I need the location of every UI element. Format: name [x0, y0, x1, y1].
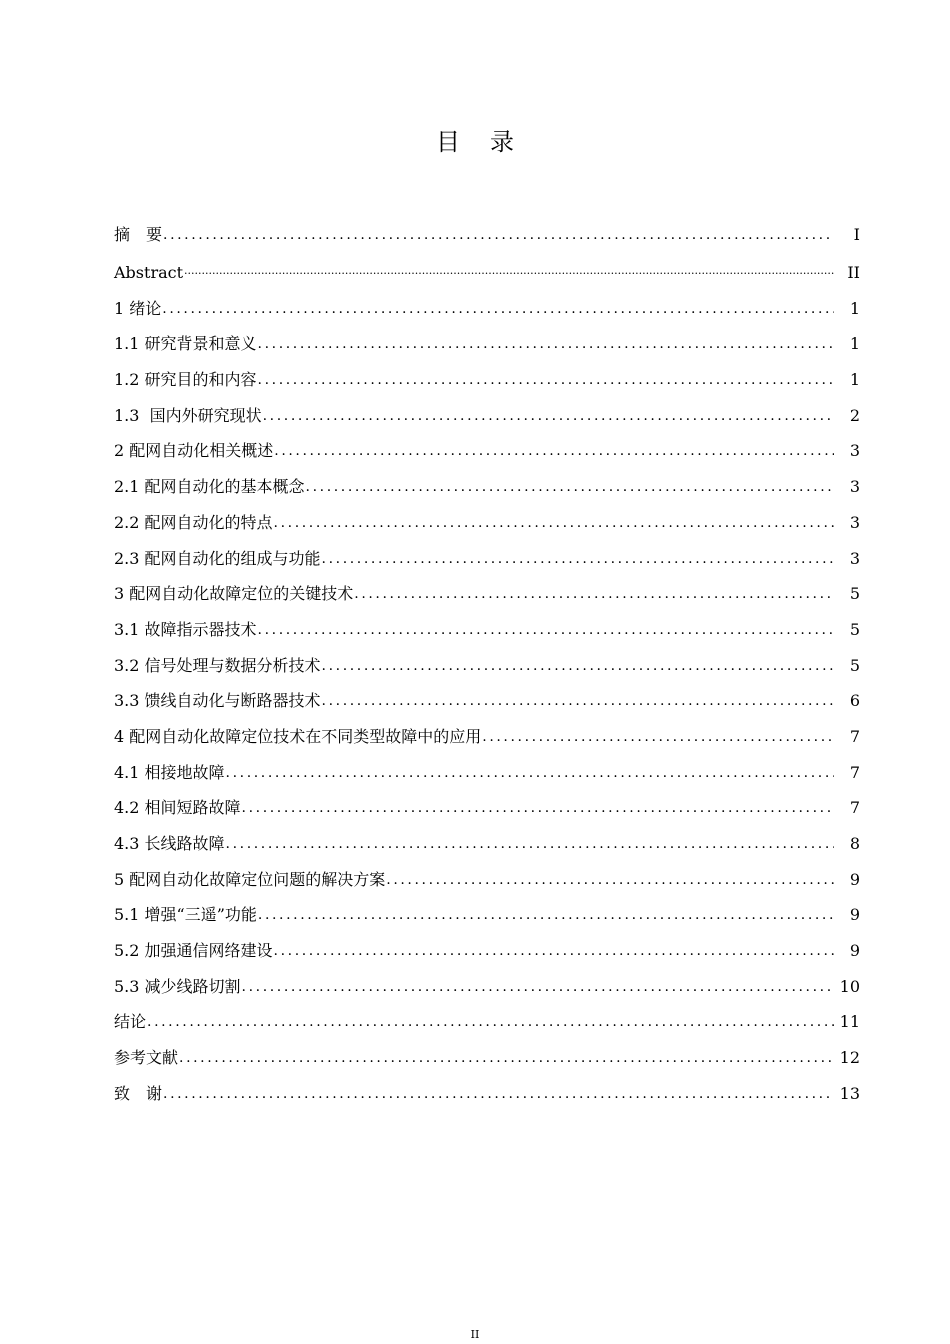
toc-entry[interactable]: [114, 569, 860, 605]
toc-entry-page: 5: [849, 655, 860, 675]
toc-entry[interactable]: [114, 604, 860, 640]
toc-entry-page: 9: [849, 941, 860, 961]
dot-leader: [274, 441, 834, 461]
toc-entry-label: 5.3 减少线路切割: [114, 976, 241, 996]
toc-entry-label: 1.1 研究背景和意义: [114, 334, 257, 354]
dot-leader: [322, 691, 834, 711]
toc-entry[interactable]: [114, 783, 860, 819]
dot-leader: [242, 798, 834, 818]
toc-entry-page: 1: [849, 298, 860, 318]
toc-entry-abstract-cn[interactable]: [114, 207, 860, 245]
dot-leader: [226, 763, 834, 783]
dot-leader: [482, 727, 834, 747]
dot-leader: [274, 941, 834, 961]
dot-leader: [147, 1012, 834, 1032]
toc-entry-label: 摘 要: [114, 225, 163, 244]
toc-entry-page: 3: [849, 441, 860, 461]
dot-leader: [163, 225, 834, 245]
dot-leader: [306, 477, 834, 497]
toc-entry-label: 5.1 增强“三遥”功能: [114, 905, 257, 925]
dot-leader: [322, 656, 834, 676]
table-of-contents: [114, 207, 860, 1104]
toc-entry-label: 3 配网自动化故障定位的关键技术: [114, 584, 354, 604]
toc-title-char-2: 录: [490, 128, 514, 156]
toc-entry[interactable]: [114, 676, 860, 712]
toc-entry-page: 13: [839, 1083, 860, 1103]
toc-entry-label: 3.2 信号处理与数据分析技术: [114, 655, 321, 675]
toc-entry-page: 12: [839, 1048, 860, 1068]
dot-leader: [258, 905, 834, 925]
toc-entry-page: II: [847, 263, 860, 282]
toc-entry-page: 9: [849, 869, 860, 889]
toc-entry[interactable]: [114, 854, 860, 890]
toc-entry-page: 1: [849, 370, 860, 390]
dot-leader: [386, 870, 834, 890]
toc-entry-page: 10: [839, 976, 860, 996]
page-number: II: [470, 1328, 480, 1341]
toc-entry[interactable]: [114, 640, 860, 676]
toc-entry-page: 7: [849, 798, 860, 818]
toc-entry-abstract-en[interactable]: [114, 245, 860, 283]
toc-title: [0, 122, 950, 157]
toc-title-char-1: 目: [436, 128, 460, 156]
toc-entry-label: 4.3 长线路故障: [114, 834, 225, 853]
toc-entry-label: 2 配网自动化相关概述: [114, 441, 274, 461]
dot-leader: [179, 1048, 834, 1068]
toc-entry[interactable]: [114, 747, 860, 783]
toc-entry-label: 2.3 配网自动化的组成与功能: [114, 548, 321, 568]
toc-entry[interactable]: [114, 961, 860, 997]
dot-leader: [274, 513, 834, 533]
toc-entry-label: 4.1 相接地故障: [114, 762, 225, 782]
toc-entry-label: 2.1 配网自动化的基本概念: [114, 477, 305, 497]
dot-leader: [263, 406, 834, 426]
toc-entry[interactable]: [114, 319, 860, 355]
toc-entry-label: 1 绪论: [114, 298, 162, 318]
dot-leader: [163, 1084, 834, 1104]
toc-entry[interactable]: [114, 390, 860, 426]
toc-entry-label: 结论: [114, 1012, 147, 1032]
toc-entry-page: 9: [849, 905, 860, 925]
dot-leader: [258, 620, 834, 640]
toc-entry-label: Abstract: [114, 263, 184, 282]
toc-entry-page: 3: [849, 477, 860, 497]
toc-entry-page: I: [853, 225, 860, 244]
dot-leader: [226, 834, 834, 854]
toc-entry-page: 3: [849, 512, 860, 532]
toc-entry-page: 6: [849, 691, 860, 711]
toc-entry[interactable]: [114, 497, 860, 533]
toc-entry-conclusion[interactable]: [114, 997, 860, 1033]
toc-entry[interactable]: [114, 890, 860, 926]
toc-entry-page: 11: [839, 1012, 860, 1032]
toc-entry-label: 2.2 配网自动化的特点: [114, 512, 273, 532]
toc-entry-label: 3.1 故障指示器技术: [114, 619, 257, 639]
toc-entry-label: 1.3 国内外研究现状: [114, 405, 262, 425]
toc-entry-page: 8: [849, 834, 860, 853]
toc-entry-page: 2: [849, 405, 860, 425]
toc-entry-label: 1.2 研究目的和内容: [114, 370, 257, 390]
toc-entry-label: 5.2 加强通信网络建设: [114, 941, 273, 961]
toc-entry-page: 1: [849, 334, 860, 354]
toc-entry-page: 5: [849, 619, 860, 639]
dot-leader: [258, 370, 834, 390]
dot-leader: [258, 334, 834, 354]
toc-entry-label: 5 配网自动化故障定位问题的解决方案: [114, 869, 386, 889]
dot-leader: [322, 549, 834, 569]
toc-entry[interactable]: [114, 354, 860, 390]
toc-entry-label: 参考文献: [114, 1048, 179, 1068]
toc-entry-label: 4.2 相间短路故障: [114, 798, 241, 818]
toc-entry-page: 5: [849, 584, 860, 604]
dot-leader: [162, 299, 834, 319]
toc-entry[interactable]: [114, 925, 860, 961]
toc-entry-acknowledgements[interactable]: [114, 1068, 860, 1104]
toc-entry-label: 致 谢: [114, 1083, 163, 1103]
toc-entry-label: 3.3 馈线自动化与断路器技术: [114, 691, 321, 711]
toc-entry[interactable]: [114, 533, 860, 569]
toc-entry-page: 7: [849, 762, 860, 782]
toc-entry-label: 4 配网自动化故障定位技术在不同类型故障中的应用: [114, 726, 482, 746]
toc-entry-references[interactable]: [114, 1032, 860, 1068]
toc-entry[interactable]: [114, 461, 860, 497]
toc-entry[interactable]: [114, 283, 860, 319]
dot-leader: [184, 261, 834, 281]
dot-leader: [242, 977, 834, 997]
toc-entry[interactable]: [114, 426, 860, 462]
dot-leader: [354, 584, 834, 604]
toc-entry-page: 7: [849, 726, 860, 746]
toc-entry[interactable]: [114, 711, 860, 747]
toc-entry[interactable]: [114, 818, 860, 854]
toc-entry-page: 3: [849, 548, 860, 568]
